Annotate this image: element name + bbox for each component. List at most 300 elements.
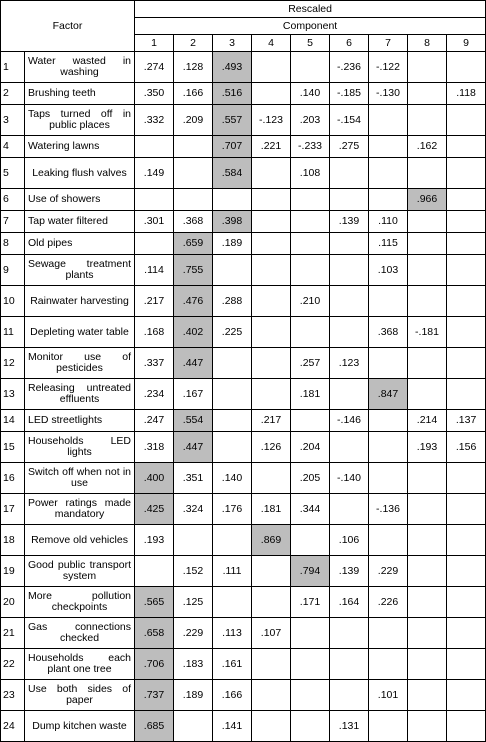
loading-cell: .123 bbox=[330, 348, 369, 379]
loading-cell: .368 bbox=[174, 211, 213, 233]
loading-cell: .847 bbox=[369, 379, 408, 410]
factor-name: Monitor use of pesticides bbox=[25, 348, 135, 379]
loading-cell bbox=[291, 52, 330, 83]
loading-cell: .226 bbox=[369, 587, 408, 618]
loading-cell bbox=[330, 317, 369, 348]
loading-cell: .337 bbox=[135, 348, 174, 379]
factor-name: Brushing teeth bbox=[25, 83, 135, 105]
loading-cell bbox=[252, 255, 291, 286]
loading-cell bbox=[174, 158, 213, 189]
loading-cell bbox=[213, 255, 252, 286]
loading-cell bbox=[447, 286, 486, 317]
loading-cell: .168 bbox=[135, 317, 174, 348]
loading-cell bbox=[291, 255, 330, 286]
table-row bbox=[1, 649, 486, 680]
loading-cell: .869 bbox=[252, 525, 291, 556]
loading-cell bbox=[213, 432, 252, 463]
loading-cell: .139 bbox=[330, 556, 369, 587]
loading-cell bbox=[213, 587, 252, 618]
loading-cell bbox=[330, 680, 369, 711]
loading-cell bbox=[369, 105, 408, 136]
loading-cell: .149 bbox=[135, 158, 174, 189]
loading-cell bbox=[291, 410, 330, 432]
loading-cell: .118 bbox=[447, 83, 486, 105]
loading-cell bbox=[447, 158, 486, 189]
factor-name: Old pipes bbox=[25, 233, 135, 255]
loading-cell bbox=[252, 680, 291, 711]
loading-cell: -.140 bbox=[330, 463, 369, 494]
factor-number: 24 bbox=[1, 711, 25, 742]
loading-cell bbox=[252, 649, 291, 680]
factor-number: 19 bbox=[1, 556, 25, 587]
loading-cell bbox=[330, 286, 369, 317]
loading-cell: .350 bbox=[135, 83, 174, 105]
loading-cell bbox=[330, 189, 369, 211]
factor-number: 3 bbox=[1, 105, 25, 136]
loading-cell: .114 bbox=[135, 255, 174, 286]
loading-cell: .214 bbox=[408, 410, 447, 432]
loading-cell: -.123 bbox=[252, 105, 291, 136]
loading-cell bbox=[135, 136, 174, 158]
loading-cell bbox=[135, 233, 174, 255]
factor-number: 22 bbox=[1, 649, 25, 680]
loading-cell bbox=[408, 379, 447, 410]
loading-cell bbox=[174, 711, 213, 742]
rescaled-header: Rescaled bbox=[135, 1, 486, 18]
factor-name: Watering lawns bbox=[25, 136, 135, 158]
loading-cell bbox=[408, 83, 447, 105]
loading-cell bbox=[447, 711, 486, 742]
loading-cell: .557 bbox=[213, 105, 252, 136]
loading-cell: .193 bbox=[135, 525, 174, 556]
factor-name: Power ratings made mandatory bbox=[25, 494, 135, 525]
loading-cell bbox=[369, 525, 408, 556]
table-row bbox=[1, 158, 486, 189]
table-row bbox=[1, 379, 486, 410]
loading-cell: .275 bbox=[330, 136, 369, 158]
loading-cell: .288 bbox=[213, 286, 252, 317]
table-row bbox=[1, 494, 486, 525]
loading-cell: .139 bbox=[330, 211, 369, 233]
loading-cell: .167 bbox=[174, 379, 213, 410]
factor-name: Releasing untreated effluents bbox=[25, 379, 135, 410]
loading-cell bbox=[252, 211, 291, 233]
loading-cell bbox=[408, 286, 447, 317]
factor-name: Good public transport system bbox=[25, 556, 135, 587]
factor-number: 12 bbox=[1, 348, 25, 379]
component-number-9: 9 bbox=[447, 35, 486, 52]
loading-cell: .115 bbox=[369, 233, 408, 255]
loading-cell: .108 bbox=[291, 158, 330, 189]
loading-cell: -.154 bbox=[330, 105, 369, 136]
loading-cell bbox=[447, 52, 486, 83]
loading-cell bbox=[330, 379, 369, 410]
factor-name: LED streetlights bbox=[25, 410, 135, 432]
table-row bbox=[1, 348, 486, 379]
loading-cell: .217 bbox=[252, 410, 291, 432]
loading-cell bbox=[252, 379, 291, 410]
loading-cell bbox=[408, 525, 447, 556]
component-number-6: 6 bbox=[330, 35, 369, 52]
loading-cell bbox=[330, 649, 369, 680]
factor-name: Use of showers bbox=[25, 189, 135, 211]
table-row bbox=[1, 233, 486, 255]
loading-cell bbox=[252, 158, 291, 189]
loading-cell bbox=[369, 189, 408, 211]
loading-cell: .706 bbox=[135, 649, 174, 680]
loading-cell bbox=[330, 233, 369, 255]
loading-cell bbox=[291, 317, 330, 348]
loading-cell: .332 bbox=[135, 105, 174, 136]
loading-cell: .257 bbox=[291, 348, 330, 379]
loading-cell: .171 bbox=[291, 587, 330, 618]
loading-cell: .166 bbox=[174, 83, 213, 105]
factor-number: 2 bbox=[1, 83, 25, 105]
loading-cell: .234 bbox=[135, 379, 174, 410]
factor-number: 20 bbox=[1, 587, 25, 618]
factor-number: 7 bbox=[1, 211, 25, 233]
loading-cell bbox=[252, 189, 291, 211]
loading-cell bbox=[213, 379, 252, 410]
factor-number: 17 bbox=[1, 494, 25, 525]
factor-name: Leaking flush valves bbox=[25, 158, 135, 189]
loading-cell bbox=[252, 52, 291, 83]
loading-cell: .400 bbox=[135, 463, 174, 494]
loading-cell bbox=[330, 432, 369, 463]
loading-cell: .318 bbox=[135, 432, 174, 463]
loading-cell: .685 bbox=[135, 711, 174, 742]
factor-number: 6 bbox=[1, 189, 25, 211]
loading-cell: .476 bbox=[174, 286, 213, 317]
loading-cell bbox=[330, 158, 369, 189]
table-row bbox=[1, 52, 486, 83]
loading-cell bbox=[252, 348, 291, 379]
loading-cell: .164 bbox=[330, 587, 369, 618]
loading-cell bbox=[408, 105, 447, 136]
loading-cell: .101 bbox=[369, 680, 408, 711]
loading-cell bbox=[252, 286, 291, 317]
loading-cell bbox=[447, 463, 486, 494]
loading-cell: .398 bbox=[213, 211, 252, 233]
factor-name: Remove old vehicles bbox=[25, 525, 135, 556]
loading-cell: .111 bbox=[213, 556, 252, 587]
loading-cell bbox=[408, 649, 447, 680]
loading-cell bbox=[252, 463, 291, 494]
loading-cell bbox=[291, 189, 330, 211]
loading-cell: .156 bbox=[447, 432, 486, 463]
loading-cell: .204 bbox=[291, 432, 330, 463]
loading-cell: .565 bbox=[135, 587, 174, 618]
loading-cell bbox=[447, 348, 486, 379]
loading-cell bbox=[174, 525, 213, 556]
loading-cell bbox=[369, 158, 408, 189]
loading-cell: .447 bbox=[174, 432, 213, 463]
table-row bbox=[1, 525, 486, 556]
loading-cell: .140 bbox=[291, 83, 330, 105]
loading-cell bbox=[408, 255, 447, 286]
loading-cell: .181 bbox=[252, 494, 291, 525]
loading-cell bbox=[330, 255, 369, 286]
loading-cell bbox=[213, 525, 252, 556]
loading-cell bbox=[291, 649, 330, 680]
loading-cell bbox=[291, 711, 330, 742]
loading-cell bbox=[369, 432, 408, 463]
loading-cell: -.136 bbox=[369, 494, 408, 525]
loading-cell bbox=[447, 211, 486, 233]
loading-cell: .344 bbox=[291, 494, 330, 525]
loading-cell bbox=[135, 189, 174, 211]
loading-cell bbox=[408, 618, 447, 649]
factor-name: Gas connections checked bbox=[25, 618, 135, 649]
loading-cell bbox=[447, 233, 486, 255]
loading-cell: .113 bbox=[213, 618, 252, 649]
factor-name: Switch off when not in use bbox=[25, 463, 135, 494]
table-row bbox=[1, 556, 486, 587]
loading-cell: .166 bbox=[213, 680, 252, 711]
loading-cell bbox=[447, 136, 486, 158]
loading-cell: .107 bbox=[252, 618, 291, 649]
loading-cell: .225 bbox=[213, 317, 252, 348]
component-number-8: 8 bbox=[408, 35, 447, 52]
factor-number: 14 bbox=[1, 410, 25, 432]
loading-cell: .368 bbox=[369, 317, 408, 348]
loading-cell bbox=[291, 525, 330, 556]
loading-cell: .707 bbox=[213, 136, 252, 158]
component-number-7: 7 bbox=[369, 35, 408, 52]
loading-cell bbox=[447, 189, 486, 211]
loading-cell: -.236 bbox=[330, 52, 369, 83]
component-number-4: 4 bbox=[252, 35, 291, 52]
table-row bbox=[1, 711, 486, 742]
loading-cell bbox=[330, 494, 369, 525]
loading-cell bbox=[408, 211, 447, 233]
loading-cell bbox=[252, 711, 291, 742]
loading-cell bbox=[447, 494, 486, 525]
loading-cell: .140 bbox=[213, 463, 252, 494]
loading-cell: -.130 bbox=[369, 83, 408, 105]
loading-cell: .141 bbox=[213, 711, 252, 742]
loading-cell: .205 bbox=[291, 463, 330, 494]
table-row bbox=[1, 410, 486, 432]
loading-cell: .125 bbox=[174, 587, 213, 618]
loading-cell: .161 bbox=[213, 649, 252, 680]
loading-cell: .402 bbox=[174, 317, 213, 348]
loading-cell bbox=[447, 525, 486, 556]
table-row bbox=[1, 211, 486, 233]
loading-cell bbox=[213, 348, 252, 379]
table-row bbox=[1, 587, 486, 618]
loading-cell: .106 bbox=[330, 525, 369, 556]
loading-cell: .966 bbox=[408, 189, 447, 211]
loading-cell: .737 bbox=[135, 680, 174, 711]
factor-name: Tap water filtered bbox=[25, 211, 135, 233]
factor-number: 21 bbox=[1, 618, 25, 649]
loading-cell: .189 bbox=[213, 233, 252, 255]
factor-name: More pollution checkpoints bbox=[25, 587, 135, 618]
loading-cell: .131 bbox=[330, 711, 369, 742]
loading-cell: .554 bbox=[174, 410, 213, 432]
factor-name: Taps turned off in public places bbox=[25, 105, 135, 136]
loading-cell: .152 bbox=[174, 556, 213, 587]
loading-cell bbox=[213, 189, 252, 211]
loading-cell bbox=[447, 379, 486, 410]
table-row bbox=[1, 317, 486, 348]
table-row bbox=[1, 136, 486, 158]
loading-cell: .794 bbox=[291, 556, 330, 587]
factor-number: 1 bbox=[1, 52, 25, 83]
loading-cell bbox=[174, 136, 213, 158]
table-row bbox=[1, 105, 486, 136]
loading-cell bbox=[447, 255, 486, 286]
loading-cell: .229 bbox=[174, 618, 213, 649]
loading-cell bbox=[408, 680, 447, 711]
loading-cell: -.146 bbox=[330, 410, 369, 432]
factor-number: 18 bbox=[1, 525, 25, 556]
component-header: Component bbox=[135, 18, 486, 35]
factor-name: Use both sides of paper bbox=[25, 680, 135, 711]
loading-cell: .217 bbox=[135, 286, 174, 317]
factor-header: Factor bbox=[1, 1, 135, 52]
component-number-1: 1 bbox=[135, 35, 174, 52]
loading-cell bbox=[369, 463, 408, 494]
factor-number: 9 bbox=[1, 255, 25, 286]
loading-cell: .221 bbox=[252, 136, 291, 158]
loading-cell: .189 bbox=[174, 680, 213, 711]
loading-cell bbox=[174, 189, 213, 211]
loading-cell bbox=[447, 105, 486, 136]
loading-cell bbox=[408, 52, 447, 83]
loading-cell: .516 bbox=[213, 83, 252, 105]
table-row bbox=[1, 255, 486, 286]
loading-cell bbox=[291, 618, 330, 649]
loading-cell bbox=[408, 348, 447, 379]
loading-cell bbox=[408, 494, 447, 525]
loading-cell bbox=[408, 556, 447, 587]
loading-cell: .301 bbox=[135, 211, 174, 233]
factor-name: Households each plant one tree bbox=[25, 649, 135, 680]
loading-cell bbox=[291, 680, 330, 711]
loading-cell: -.233 bbox=[291, 136, 330, 158]
loading-cell bbox=[213, 410, 252, 432]
loading-cell: .247 bbox=[135, 410, 174, 432]
loading-cell: .274 bbox=[135, 52, 174, 83]
factor-name: Sewage treatment plants bbox=[25, 255, 135, 286]
table-row bbox=[1, 286, 486, 317]
loading-cell bbox=[447, 317, 486, 348]
loading-cell: .584 bbox=[213, 158, 252, 189]
table-row bbox=[1, 83, 486, 105]
table-row bbox=[1, 680, 486, 711]
factor-name: Depleting water table bbox=[25, 317, 135, 348]
loading-cell bbox=[369, 136, 408, 158]
loading-cell bbox=[408, 463, 447, 494]
loading-cell: .137 bbox=[447, 410, 486, 432]
loading-cell bbox=[408, 233, 447, 255]
factor-name: Rainwater harvesting bbox=[25, 286, 135, 317]
factor-number: 5 bbox=[1, 158, 25, 189]
loading-cell: .324 bbox=[174, 494, 213, 525]
loading-cell bbox=[369, 618, 408, 649]
loading-cell: .181 bbox=[291, 379, 330, 410]
loading-cell: .755 bbox=[174, 255, 213, 286]
loading-cell bbox=[447, 649, 486, 680]
loading-cell: .162 bbox=[408, 136, 447, 158]
factor-number: 8 bbox=[1, 233, 25, 255]
factor-number: 4 bbox=[1, 136, 25, 158]
loading-cell: .351 bbox=[174, 463, 213, 494]
loading-cell bbox=[369, 410, 408, 432]
loading-cell bbox=[330, 618, 369, 649]
table-row bbox=[1, 463, 486, 494]
loading-cell: .203 bbox=[291, 105, 330, 136]
component-number-3: 3 bbox=[213, 35, 252, 52]
loading-cell: .210 bbox=[291, 286, 330, 317]
loading-cell: .183 bbox=[174, 649, 213, 680]
loading-cell bbox=[447, 556, 486, 587]
loading-cell: -.181 bbox=[408, 317, 447, 348]
factor-number: 16 bbox=[1, 463, 25, 494]
factor-number: 13 bbox=[1, 379, 25, 410]
factor-number: 23 bbox=[1, 680, 25, 711]
loading-cell: .110 bbox=[369, 211, 408, 233]
loading-cell bbox=[252, 233, 291, 255]
factor-number: 15 bbox=[1, 432, 25, 463]
table-body bbox=[1, 52, 486, 742]
component-number-2: 2 bbox=[174, 35, 213, 52]
loading-cell: .209 bbox=[174, 105, 213, 136]
loading-cell bbox=[408, 711, 447, 742]
loading-cell bbox=[369, 649, 408, 680]
loading-cell bbox=[369, 711, 408, 742]
loading-cell: .658 bbox=[135, 618, 174, 649]
loading-cell: .229 bbox=[369, 556, 408, 587]
loading-cell bbox=[369, 286, 408, 317]
loading-cell: .128 bbox=[174, 52, 213, 83]
loading-cell bbox=[252, 317, 291, 348]
table-row bbox=[1, 189, 486, 211]
loading-cell: -.185 bbox=[330, 83, 369, 105]
loading-cell bbox=[408, 158, 447, 189]
loading-cell: .103 bbox=[369, 255, 408, 286]
loading-cell bbox=[135, 556, 174, 587]
factor-number: 11 bbox=[1, 317, 25, 348]
table-row bbox=[1, 618, 486, 649]
loading-cell bbox=[252, 83, 291, 105]
loading-cell bbox=[369, 348, 408, 379]
loading-cell bbox=[447, 618, 486, 649]
loading-cell bbox=[447, 680, 486, 711]
loading-cell bbox=[291, 233, 330, 255]
loading-cell: .126 bbox=[252, 432, 291, 463]
loading-cell bbox=[291, 211, 330, 233]
loading-cell: .493 bbox=[213, 52, 252, 83]
loading-cell: .425 bbox=[135, 494, 174, 525]
loading-cell: .447 bbox=[174, 348, 213, 379]
factor-name: Water wasted in washing bbox=[25, 52, 135, 83]
factor-name: Households LED lights bbox=[25, 432, 135, 463]
loading-cell bbox=[252, 556, 291, 587]
table-row bbox=[1, 432, 486, 463]
loading-cell bbox=[252, 587, 291, 618]
loading-cell: -.122 bbox=[369, 52, 408, 83]
loading-cell: .659 bbox=[174, 233, 213, 255]
loading-cell: .176 bbox=[213, 494, 252, 525]
factor-name: Dump kitchen waste bbox=[25, 711, 135, 742]
loading-cell bbox=[447, 587, 486, 618]
loading-cell: .193 bbox=[408, 432, 447, 463]
component-number-5: 5 bbox=[291, 35, 330, 52]
factor-number: 10 bbox=[1, 286, 25, 317]
